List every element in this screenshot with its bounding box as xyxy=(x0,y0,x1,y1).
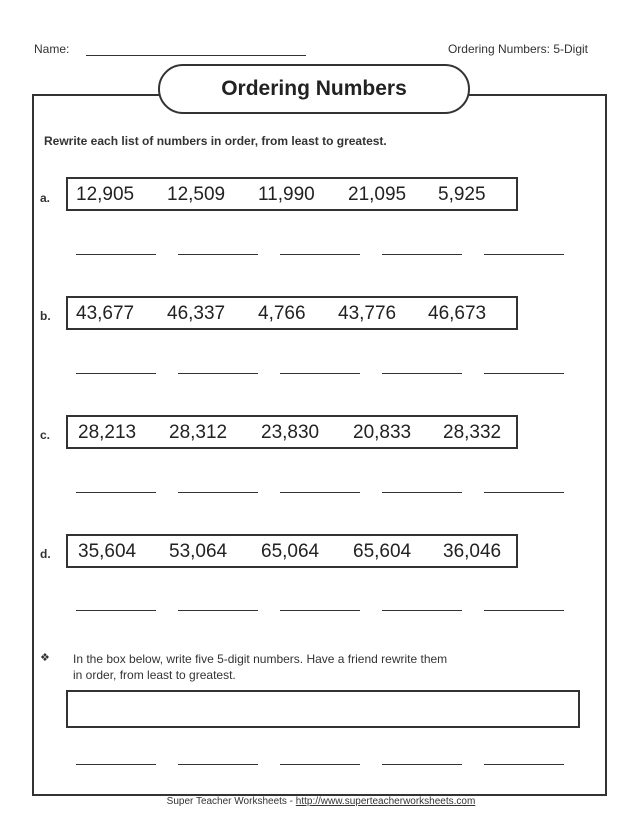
number: 21,095 xyxy=(348,184,407,205)
bonus-write-box[interactable] xyxy=(66,690,580,728)
answer-line[interactable] xyxy=(76,373,156,374)
answer-line[interactable] xyxy=(484,254,564,255)
number-list-box xyxy=(66,296,518,330)
number-list-box xyxy=(66,415,518,449)
problem-letter: a. xyxy=(40,191,51,205)
number: 5,925 xyxy=(438,184,486,205)
answer-line[interactable] xyxy=(76,610,156,611)
answer-line[interactable] xyxy=(382,254,462,255)
number: 36,046 xyxy=(443,541,502,562)
answer-line[interactable] xyxy=(484,610,564,611)
number: 12,905 xyxy=(76,184,135,205)
answer-line[interactable] xyxy=(382,610,462,611)
footer-brand: Super Teacher Worksheets xyxy=(166,796,287,807)
number: 43,776 xyxy=(338,303,397,324)
answer-line[interactable] xyxy=(280,373,360,374)
answer-line[interactable] xyxy=(178,373,258,374)
diamond-bullet-icon: ❖ xyxy=(40,652,50,664)
number: 11,990 xyxy=(258,184,315,205)
number: 46,673 xyxy=(428,303,487,324)
footer xyxy=(0,796,642,807)
number: 65,604 xyxy=(353,541,412,562)
bonus-instructions-line-2: in order, from least to greatest. xyxy=(73,668,236,682)
name-field-line[interactable] xyxy=(86,55,306,56)
answer-line[interactable] xyxy=(382,492,462,493)
problem-letter: d. xyxy=(40,547,51,561)
number: 4,766 xyxy=(258,303,306,324)
page-title: Ordering Numbers xyxy=(158,64,470,114)
number: 43,677 xyxy=(76,303,135,324)
answer-line[interactable] xyxy=(280,254,360,255)
problem-letter: b. xyxy=(40,309,51,323)
answer-line[interactable] xyxy=(382,764,462,765)
footer-separator: - xyxy=(286,796,296,807)
answer-line[interactable] xyxy=(280,610,360,611)
answer-line[interactable] xyxy=(484,764,564,765)
name-label: Name: xyxy=(34,42,70,56)
number: 12,509 xyxy=(167,184,226,205)
worksheet-subtitle: Ordering Numbers: 5-Digit xyxy=(447,42,588,56)
number-list-box xyxy=(66,534,518,568)
answer-line[interactable] xyxy=(76,254,156,255)
bonus-instructions-line-1: In the box below, write five 5-digit numbers. Have a friend rewrite them xyxy=(73,652,448,666)
answer-line[interactable] xyxy=(280,492,360,493)
number: 28,312 xyxy=(169,422,228,443)
number: 46,337 xyxy=(167,303,226,324)
answer-line[interactable] xyxy=(178,610,258,611)
instructions: Rewrite each list of numbers in order, from least to greatest. xyxy=(44,134,387,148)
answer-line[interactable] xyxy=(178,254,258,255)
number: 23,830 xyxy=(261,422,320,443)
number: 20,833 xyxy=(353,422,412,443)
footer-link[interactable]: http://www.superteacherworksheets.com xyxy=(295,796,476,807)
answer-line[interactable] xyxy=(484,492,564,493)
answer-line[interactable] xyxy=(76,492,156,493)
answer-line[interactable] xyxy=(280,764,360,765)
number: 65,064 xyxy=(261,541,320,562)
number-list-box xyxy=(66,177,518,211)
problem-letter: c. xyxy=(40,428,51,442)
number: 35,604 xyxy=(78,541,137,562)
answer-line[interactable] xyxy=(382,373,462,374)
answer-line[interactable] xyxy=(76,764,156,765)
number: 53,064 xyxy=(169,541,228,562)
number: 28,332 xyxy=(443,422,502,443)
number: 28,213 xyxy=(78,422,137,443)
answer-line[interactable] xyxy=(484,373,564,374)
answer-line[interactable] xyxy=(178,492,258,493)
answer-line[interactable] xyxy=(178,764,258,765)
